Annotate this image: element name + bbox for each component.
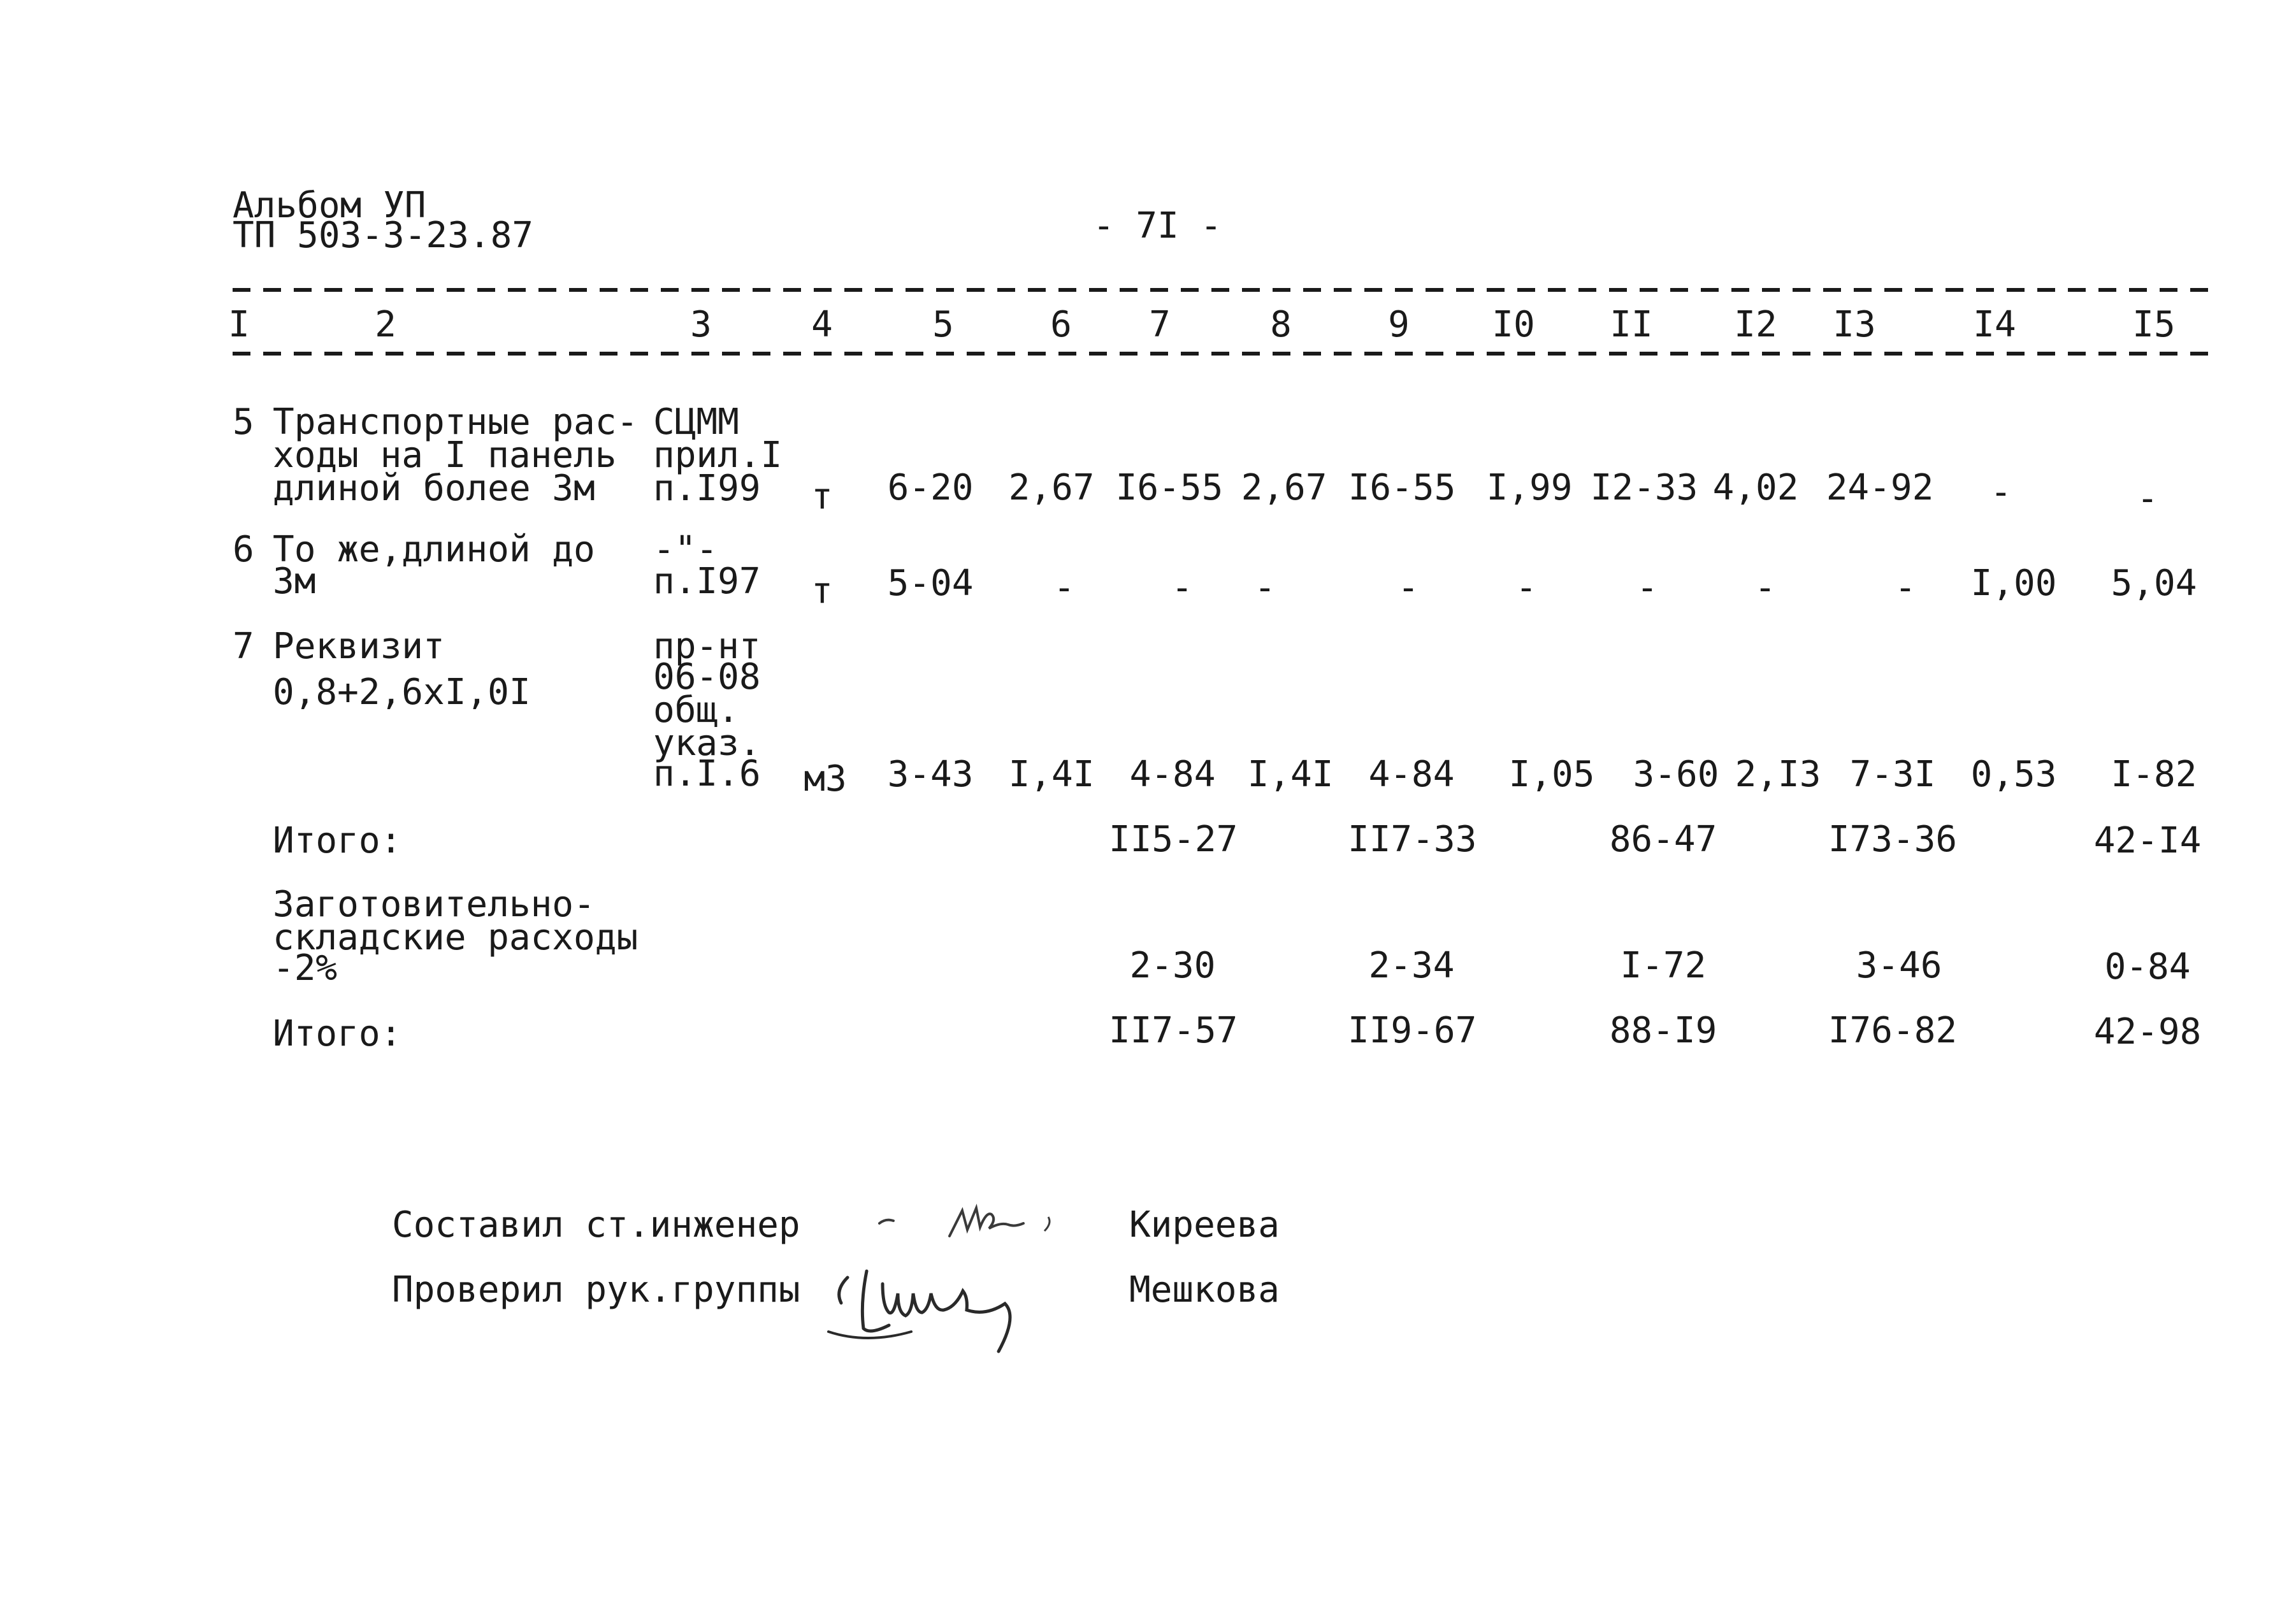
grand-total-col7: II7-57 — [1109, 1010, 1238, 1051]
row-reference-line: п.I99 — [653, 468, 761, 509]
row-number: 7 — [233, 626, 254, 667]
cell-col12: 4,02 — [1712, 467, 1799, 508]
col-header-15: I5 — [2132, 304, 2176, 345]
checked-by-label: Проверил рук.группы — [392, 1269, 800, 1311]
cell-col7: - — [1171, 567, 1193, 608]
row-reference-line: СЦММ — [653, 401, 739, 443]
cell-col14: 0,53 — [1970, 754, 2057, 795]
col-header-12: I2 — [1734, 304, 1777, 345]
procurement-col13: 3-46 — [1856, 945, 1942, 986]
cell-col6: 2,67 — [1008, 467, 1095, 508]
cell-col9: I6-55 — [1348, 467, 1456, 508]
grand-total-col13: I76-82 — [1828, 1010, 1958, 1051]
col-header-2: 2 — [375, 304, 396, 345]
compiled-by-name: Киреева — [1129, 1204, 1280, 1246]
procurement-label-line: Заготовительно- — [273, 884, 595, 925]
grand-total-col11: 88-I9 — [1609, 1010, 1717, 1051]
cell-col13: 24-92 — [1826, 467, 1934, 508]
page-number: - 7I - — [1093, 205, 1222, 247]
cell-col15: - — [2137, 478, 2158, 519]
row-reference-line: 06-08 — [653, 656, 761, 698]
cell-col15: 5,04 — [2111, 563, 2197, 604]
procurement-label-line: складские расходы — [273, 917, 639, 958]
cell-col11: - — [1636, 567, 1658, 608]
col-header-8: 8 — [1270, 304, 1292, 345]
row-reference-line: -"- — [653, 529, 718, 570]
col-header-1: I — [228, 304, 250, 345]
procurement-col9: 2-34 — [1368, 945, 1455, 986]
procurement-col11: I-72 — [1620, 945, 1707, 986]
cell-col10: I,99 — [1486, 467, 1573, 508]
cell-col11: I2-33 — [1590, 467, 1698, 508]
total-col11: 86-47 — [1609, 819, 1717, 860]
procurement-col7: 2-30 — [1129, 945, 1216, 986]
cell-col10: - — [1515, 567, 1537, 608]
row-unit: м3 — [804, 758, 847, 800]
row-name-line: ходы на I панель — [273, 435, 617, 476]
grand-total-label: Итого: — [273, 1013, 402, 1054]
row-name-line: длиной более 3м — [273, 468, 595, 509]
total-col15: 42-I4 — [2093, 820, 2202, 861]
album-label: Альбом УП — [233, 185, 426, 226]
col-header-10: I0 — [1492, 304, 1535, 345]
cell-col9: - — [1397, 567, 1419, 608]
cell-col5: 6-20 — [887, 467, 974, 508]
col-header-3: 3 — [690, 304, 712, 345]
cell-col8: I,4I — [1247, 754, 1334, 795]
cell-col7: 4-84 — [1129, 754, 1216, 795]
col-header-7: 7 — [1149, 304, 1171, 345]
col-header-4: 4 — [811, 304, 833, 345]
row-name-line: 3м — [273, 561, 316, 602]
row-reference-line: прил.I — [653, 435, 783, 476]
cell-col11: 3-60 — [1633, 754, 1719, 795]
cell-col15: I-82 — [2111, 754, 2197, 795]
row-name-line: Реквизит — [273, 626, 445, 667]
procurement-label-line: -2% — [273, 947, 338, 989]
cell-col6: I,4I — [1008, 754, 1095, 795]
total-col13: I73-36 — [1828, 819, 1958, 860]
document-code: ТП 503-3-23.87 — [233, 215, 534, 256]
row-reference-line: общ. — [653, 689, 739, 731]
row-reference-line: пр-нт — [653, 626, 761, 667]
row-reference-line: п.I.6 — [653, 753, 761, 795]
row-reference-line: указ. — [653, 723, 761, 764]
cell-col9: 4-84 — [1368, 754, 1455, 795]
cell-col13: - — [1895, 567, 1916, 608]
row-reference-line: п.I97 — [653, 561, 761, 602]
row-unit: т — [811, 570, 833, 612]
col-header-14: I4 — [1973, 304, 2016, 345]
total-label: Итого: — [273, 820, 402, 861]
header-top-rule — [233, 288, 2208, 292]
cell-col5: 3-43 — [887, 754, 974, 795]
cell-col5: 5-04 — [887, 563, 974, 604]
cell-col8: 2,67 — [1241, 467, 1327, 508]
checked-by-name: Мешкова — [1129, 1269, 1280, 1311]
grand-total-col9: II9-67 — [1348, 1010, 1477, 1051]
cell-col10: I,05 — [1508, 754, 1595, 795]
col-header-11: II — [1610, 304, 1653, 345]
checker-signature-icon — [822, 1258, 1064, 1354]
row-unit: т — [811, 476, 833, 517]
row-number: 5 — [233, 401, 254, 443]
row-name-line: То же,длиной до — [273, 529, 595, 570]
cell-col8: - — [1254, 567, 1276, 608]
cell-col12: 2,I3 — [1735, 754, 1821, 795]
cell-col13: 7-3I — [1849, 754, 1936, 795]
col-header-6: 6 — [1050, 304, 1072, 345]
compiler-signature-icon — [867, 1198, 1096, 1255]
col-header-13: I3 — [1833, 304, 1876, 345]
row-name-line: 0,8+2,6хI,0I — [273, 672, 531, 713]
compiled-by-label: Составил ст.инженер — [392, 1204, 800, 1246]
header-bottom-rule — [233, 352, 2208, 356]
row-name-line: Транспортные рас- — [273, 401, 639, 443]
cell-col7: I6-55 — [1115, 467, 1224, 508]
procurement-col15: 0-84 — [2104, 946, 2191, 988]
col-header-5: 5 — [932, 304, 954, 345]
cell-col12: - — [1754, 567, 1776, 608]
total-col9: II7-33 — [1348, 819, 1477, 860]
col-header-9: 9 — [1388, 304, 1410, 345]
grand-total-col15: 42-98 — [2093, 1011, 2202, 1053]
cell-col6: - — [1053, 567, 1075, 608]
row-number: 6 — [233, 529, 254, 570]
total-col7: II5-27 — [1109, 819, 1238, 860]
cell-col14: - — [1990, 471, 2012, 513]
cell-col14: I,00 — [1970, 563, 2057, 604]
